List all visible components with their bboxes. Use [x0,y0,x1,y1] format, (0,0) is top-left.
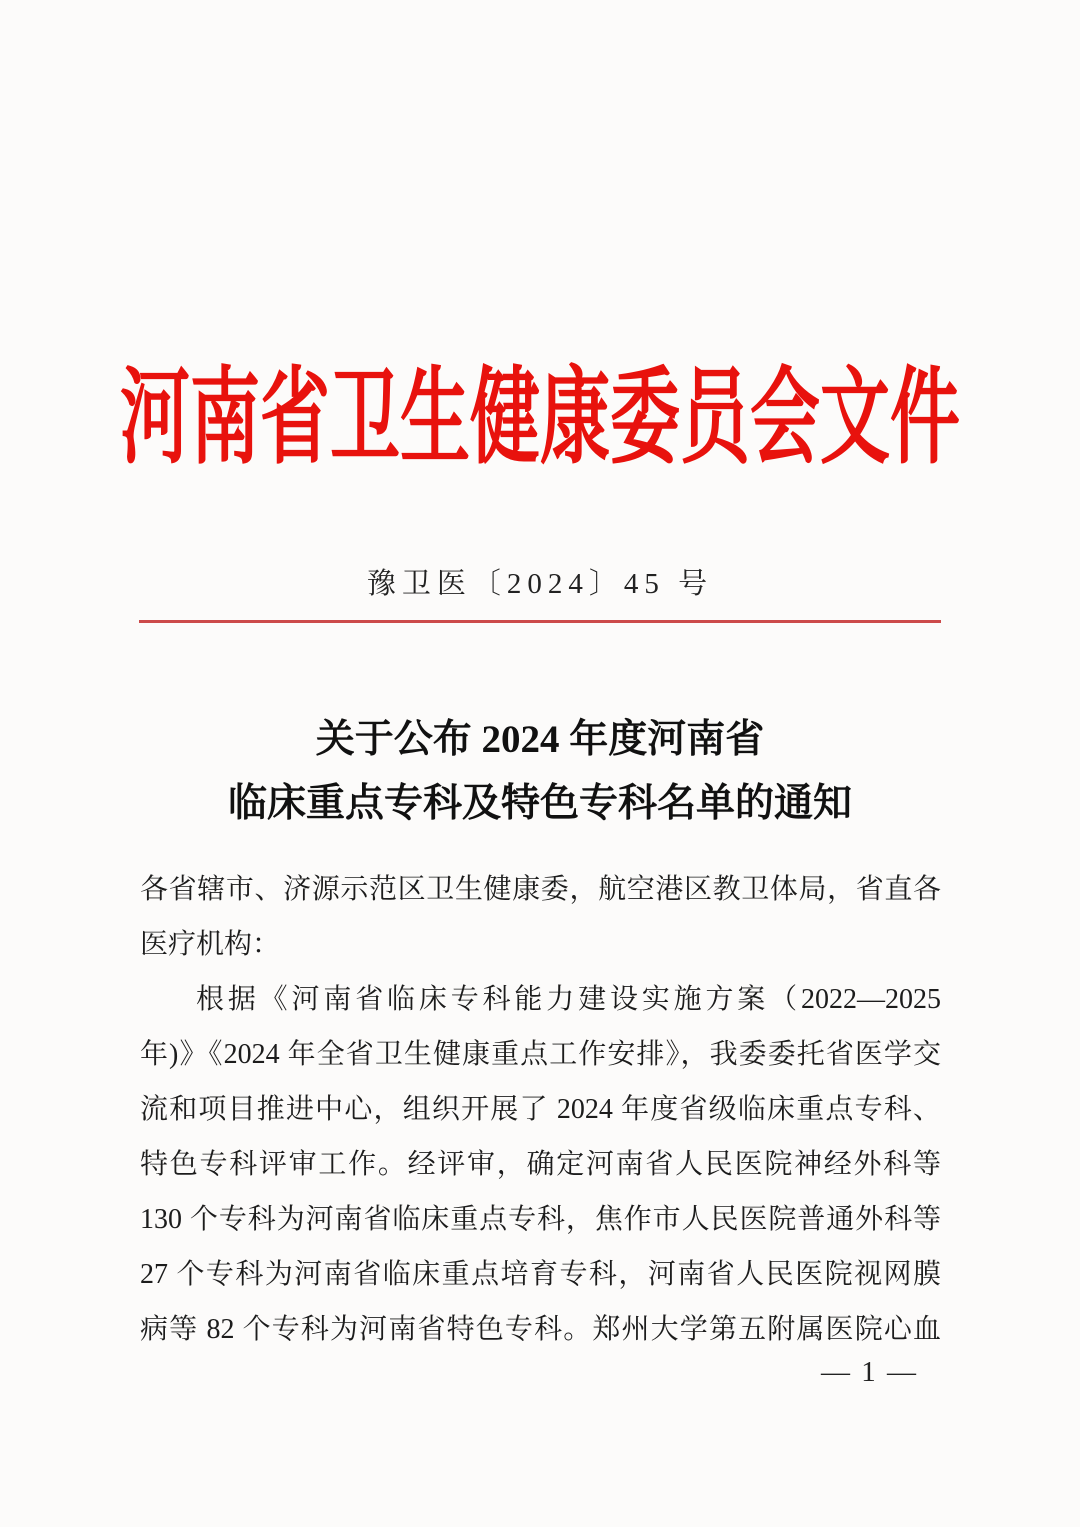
body-line: 27 个专科为河南省临床重点培育专科，河南省人民医院视网膜 [140,1259,941,1290]
letterhead-title: 河南省卫生健康委员会文件 [120,362,960,478]
notice-title-line-1: 关于公布 2024 年度河南省 [315,718,765,761]
body-line: 流和项目推进中心，组织开展了 2024 年度省级临床重点专科、 [140,1094,941,1125]
red-separator-line [139,620,941,623]
notice-title [0,708,1080,836]
page-number: — 1 — [821,1356,918,1388]
body-line: 年)》《2024 年全省卫生健康重点工作安排》，我委委托省医学交 [140,1039,941,1070]
body-line: 130 个专科为河南省临床重点专科，焦作市人民医院普通外科等 [140,1204,941,1235]
body-line: 医疗机构： [140,929,281,960]
body-text [140,862,941,1357]
body-line: 病等 82 个专科为河南省特色专科。郑州大学第五附属医院心血 [140,1314,941,1345]
document-number: 豫卫医〔2024〕45 号 [366,568,714,600]
notice-title-line-2: 临床重点专科及特色专科名单的通知 [227,782,852,825]
body-line: 根据《河南省临床专科能力建设实施方案（2022—2025 [196,984,941,1015]
body-line: 各省辖市、济源示范区卫生健康委，航空港区教卫体局，省直各 [140,874,941,905]
body-line: 特色专科评审工作。经评审，确定河南省人民医院神经外科等 [140,1149,941,1180]
